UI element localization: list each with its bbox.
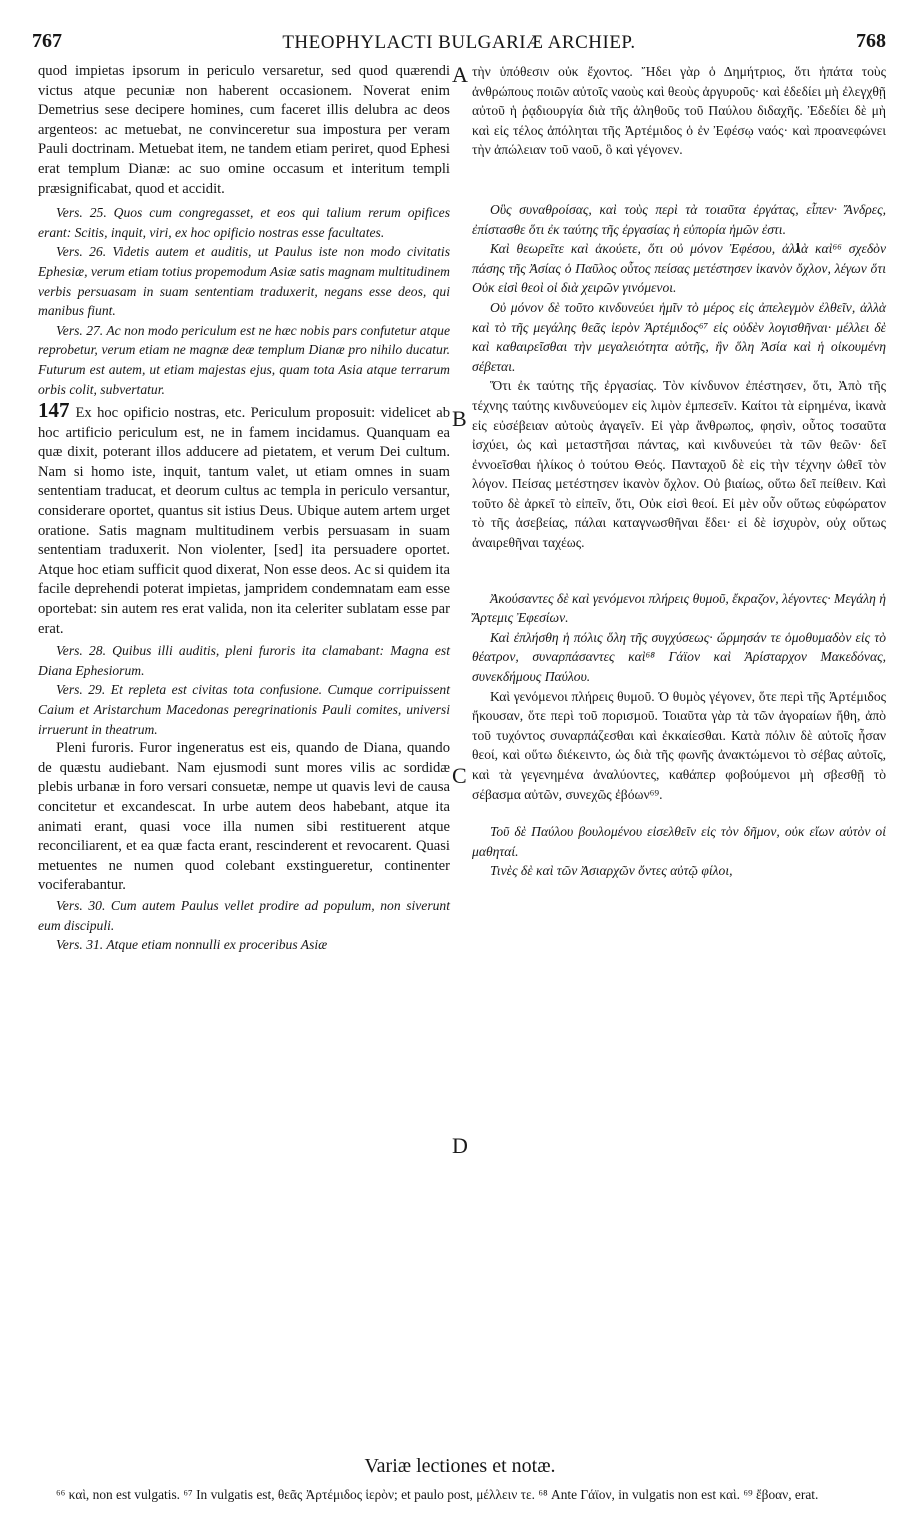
greek-verse-30: Τοῦ δὲ Παύλου βουλομένου εἰσελθεῖν εἰς τὸν δῆμον, οὐκ εἴων αὐτὸν οἱ μαθηταί. (472, 824, 886, 859)
greek-verse-25: Οὓς συναθροίσας, καὶ τοὺς περὶ τὰ τοιαῦτα ἐργάτας, εἶπεν· Ἄνδρες, ἐπίστασθε ὅτι ἐκ ταύτης τῆς ἐργασίας ἡ εὐπορία ἡμῶν ἐστι. (472, 201, 886, 237)
margin-label-b: B (452, 406, 467, 431)
greek-verse-27: Οὐ μόνον δὲ τοῦτο κινδυνεύει ἡμῖν τὸ μέρος εἰς ἀπελεγμὸν ἐλθεῖν, ἀλλὰ καὶ τὸ τῆς μεγάλης θεᾶς ἱερὸν Ἀρτέμιδος⁶⁷ εἰς οὐδὲν λογισθῆναι· μέλλει δὲ καὶ καθαιρεῖσθαι τὴν μεγαλειότητα αὐτῆς, ἣν ὅλη Ἀσία καὶ ἡ οἰκουμένη σέβεται. (472, 299, 886, 374)
margin-label-c: C (452, 763, 467, 788)
latin-commentary-pleni: Pleni furoris. Furor ingeneratus est eis, quando de Diana, quando de quæstu audiebant. Nam ejusmodi sunt mores vilis ac sordidæ plebis urbanæ in foro versari consuetæ, nempe ut quavis levi de causa concitetur et excandescat. In urbe autem deos habebant, atque ita animati erant, quasi voce illa numen sibi restituerent atque reconciliarent, et ea quæ facta erant, rescinderent et revocarent. Quasi metuentes ne numen quod colebant exstingueretur, continenter vociferabantur. (38, 740, 450, 894)
latin-commentary-147 (38, 398, 450, 639)
latin-column (38, 62, 450, 955)
column-number-147: 147 (38, 398, 70, 423)
running-header (32, 30, 886, 56)
margin-label-d: D (452, 1133, 468, 1158)
running-title: THEOPHYLACTI BULGARIÆ ARCHIEP. (282, 32, 636, 53)
greek-verse-28: Ἀκούσαντες δὲ καὶ γενόμενοι πλήρεις θυμοῦ, ἔκραζον, λέγοντες· Μεγάλη ἡ Ἄρτεμις Ἐφεσίων. (472, 590, 886, 626)
greek-verse-31: Τινὲς δὲ καὶ τῶν Ἀσιαρχῶν ὄντες αὐτῷ φίλοι, (490, 863, 733, 879)
latin-verse-27: Vers. 27. Ac non modo periculum est ne hæc nobis pars confutetur atque reprobetur, verum etiam ne magnæ deæ templum Dianæ pro nihilo ducatur. Futurum est autem, ut etiam majestas ejus, quam tota Asia atque terrarum orbis colit, subvertatur. (38, 322, 450, 397)
greek-commentary-pleni: Καὶ γενόμενοι πλήρεις θυμοῦ. Ὁ θυμὸς γέγονεν, ὅτε περὶ τῆς Ἀρτέμιδος ἤκουσαν, ὅτε περὶ τοῦ πορισμοῦ. Τοιαῦτα γὰρ τὰ τῶν ἀγοραίων ἤθη, ἀπὸ τοῦ τυχόντος συναρπάζεσθαι καὶ ἐκκαίεσθαι. Κατὰ πόλιν δὲ αὐτοῖς ἦσαν θεοί, καὶ οὕτω διέκειντο, ὡς διὰ τῆς φωνῆς ἀνακτώμενοι τὸ σέβας αὐτοῖς, καὶ τὰ γεγενημένα ἀναλύοντες, καθάπερ φοβούμενοι μὴ σβεσθῇ τὸ σέβασμα αὐτῶν, συνεχῶς ἐβόων⁶⁹. (472, 688, 886, 802)
latin-verse-26: Vers. 26. Videtis autem et auditis, ut Paulus iste non modo civitatis Ephesiæ, verum etiam totius propemodum Asiæ satis magnam multitudinem verbis persuasam in suam sententiam traduxerit, negans esse deos, qui manibus fiunt. (38, 244, 450, 319)
latin-verse-30: Vers. 30. Cum autem Paulus vellet prodire ad populum, non siverunt eum discipuli. (38, 897, 450, 933)
greek-verse-29: Καὶ ἐπλήσθη ἡ πόλις ὅλη τῆς συγχύσεως· ὥρμησάν τε ὁμοθυμαδὸν εἰς τὸ θέατρον, συναρπάσαντες καὶ⁶⁸ Γάϊον καὶ Ἀρίσταρχον Μακεδόνας, συνεκδήμους Παύλου. (472, 629, 886, 685)
greek-column (472, 62, 886, 881)
latin-commentary-147-text: Ex hoc opificio nostras, etc. Periculum proposuit: videlicet ab hoc artificio periculum est, ne in famem incidamus. Quanquam ea quæ dixit, poterant illos adducere ad pietatem, et verum Dei cultum. Nam si homo iste, inquit, tantum valet, ut etiam omnes in suam sententiam traducat, et deorum cultus ac templa in periculo versantur, considerare oportet, quantus sit istius Deus. Ubique autem artem urget oratione. Satis magnam multitudinem verbis persuasam in suam sententiam traduxerit. Non violenter, [sed] ita persuadere oportet. Atque hoc etiam sufficit quod dixerat, Non esse deos. Ac si quidem ita facile deprehendi poterat impietas, jampridem condemnatam eam esse oportebat: sin autem res erat valida, non ita celeriter sublatam esse par erat. (38, 405, 450, 637)
margin-label-a: A (452, 62, 468, 87)
page-number-right: 768 (856, 30, 886, 52)
greek-commentary-147: Ὅτι ἐκ ταύτης τῆς ἐργασίας. Τὸν κίνδυνον ἐπέστησεν, ὅτι, Ἀπὸ τῆς τέχνης ταύτης κινδυνεύομεν εἰς λιμὸν ἐμπεσεῖν. Καίτοι τὰ εἰρημένα, ἱκανὰ εἰς εὐσέβειαν αὐτοὺς ἀγαγεῖν. Εἰ γὰρ ἄνθρωπος, φησὶν, οὗτος τοσαῦτα ἰσχύει, ὡς καὶ μεταστῆσαι πάντας, καὶ κινδυνεύει τὰ τῶν θεῶν· δεῖ ἐννοεῖσθαι ἡλίκος ὁ τούτου Θεός. Πανταχοῦ δὲ εἰς τὴν τέχνην ὠθεῖ τὸν λόγον. Πείσας μετέστησεν ἱκανὸν ὄχλον. Οὐ βιαίως, οὕτω δεῖ πείθειν. Καὶ τοῦτο δὲ ἀρκεῖ τὸ εἰπεῖν, ὅτι, Οὐκ εἰσὶ θεοί. Εἰ μὲν οὖν οὕτως εὐφώρατον τὸ τῆς ἀσεβείας, πάλαι καταγνωσθῆναι ἔδει· εἰ δὲ ἰσχυρὸν, οὐχ οὕτως ἀναιρεθῆναι ταχέως. (472, 378, 886, 551)
latin-verse-31: Vers. 31. Atque etiam nonnulli ex proceribus Asiæ (56, 937, 328, 953)
latin-verse-29: Vers. 29. Et repleta est civitas tota confusione. Cumque corripuissent Caium et Aristarchum Macedonas peregrinationis Pauli comites, universi irruerunt in theatrum. (38, 682, 450, 737)
greek-verse-26: Καὶ θεωρεῖτε καὶ ἀκούετε, ὅτι οὐ μόνον Ἐφέσου, ἀλλὰ καὶ⁶⁶ σχεδὸν πάσης τῆς Ἀσίας ὁ Παῦλος οὗτος πείσας μετέστησεν ἱκανὸν ὄχλον, λέγων ὅτι Οὐκ εἰσὶ θεοὶ οἱ διὰ χειρῶν γινόμενοι. (472, 241, 886, 296)
page-number-left: 767 (32, 30, 62, 52)
latin-verse-25: Vers. 25. Quos cum congregasset, et eos qui talium rerum opifices erant: Scitis, inquit, viri, ex hoc opificio nostras esse facultates. (38, 205, 450, 240)
latin-verse-28: Vers. 28. Quibus illi auditis, pleni furoris ita clamabant: Magna est Diana Ephesiorum. (38, 643, 450, 678)
greek-paragraph-intro: τὴν ὑπόθεσιν οὐκ ἔχοντος. Ἤδει γὰρ ὁ Δημήτριος, ὅτι ἠπάτα τοὺς ἀνθρώπους ποιῶν αὐτοῖς ναοὺς καὶ θεοὺς ἀργυροῦς· καὶ ἐδεδίει μὴ ἐλεγχθῇ αὐτοῦ ἡ ῥᾳδιουργία διὰ τῆς ἀληθοῦς τοῦ Παύλου διδαχῆς. Ἐδεδίει δὲ μὴ καὶ εἰς τέλος ἀπόληται τῆς Ἀρτέμιδος ὁ ἐν Ἐφέσῳ ναός· καὶ προανεφώνει τὴν ἀπώλειαν τοῦ ναοῦ, ὃ καὶ γέγονεν. (472, 64, 886, 158)
notes-title: Variæ lectiones et notæ. (364, 1455, 556, 1477)
latin-paragraph-intro: quod impietas ipsorum in periculo versaretur, sed quod quærendi victus atque pecuniæ non haberent occasionem. Noverat enim Demetrius sese decipere homines, cum faceret illis delubra ac deos argenteos: ac metuebat, ne convinceretur sua impostura per veram Pauli doctrinam. Metuebat item, ne tandem etiam periret, quod Ephesi erat templum Dianæ: ac suo omine occasum et interitum templi præsignificabat, quod et accidit. (38, 63, 450, 197)
notes-text: ⁶⁶ καὶ, non est vulgatis. ⁶⁷ In vulgatis est, θεᾶς Ἀρτέμιδος ἱερὸν; et paulo post, μέλλειν τε. ⁶⁸ Ante Γάϊον, in vulgatis non est καὶ. ⁶⁹ ἔβοαν, erat. (56, 1487, 819, 1502)
